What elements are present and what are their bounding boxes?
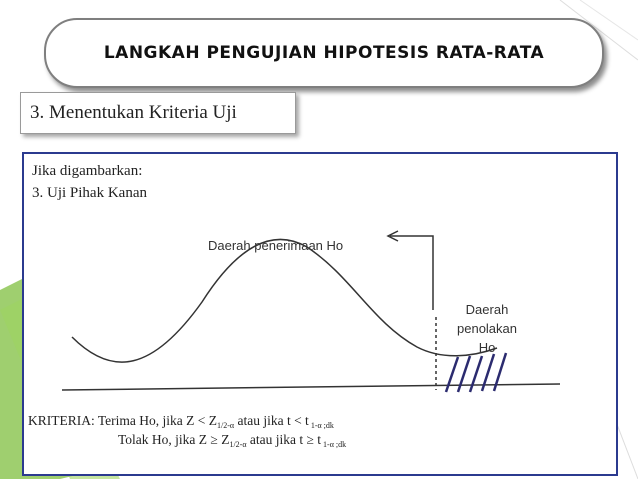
criteria-reject-sub-z: 1/2-α — [229, 440, 247, 449]
intro-line-2: 3. Uji Pihak Kanan — [32, 185, 147, 201]
rejection-region-hatch — [446, 353, 506, 392]
section-heading: 3. Menentukan Kriteria Uji — [30, 102, 237, 123]
criteria-accept-sub-z: 1/2-α — [217, 421, 235, 430]
criteria-reject-sub-t: 1-α ;dk — [321, 440, 347, 449]
page-title: LANGKAH PENGUJIAN HIPOTESIS RATA-RATA — [103, 43, 545, 63]
rejection-label-line-2: penolakan — [457, 321, 517, 336]
criteria-accept-prefix: KRITERIA: Terima Ho, jika Z < Z — [28, 413, 218, 428]
criteria-reject-prefix: Tolak Ho, jika Z ≥ Z — [118, 432, 230, 447]
criteria-accept-row — [28, 413, 334, 430]
criteria-accept-sub-t: 1-α ;dk — [308, 421, 334, 430]
criteria-reject-mid: atau jika t ≥ t — [246, 432, 322, 447]
x-axis-line — [62, 384, 560, 390]
criteria-accept-mid: atau jika t < t — [234, 413, 309, 428]
rejection-label-line-1: Daerah — [465, 302, 509, 317]
rejection-label-line-3: Ho — [478, 340, 496, 355]
elbow-arrow — [390, 236, 433, 310]
intro-line-1: Jika digambarkan: — [32, 163, 143, 179]
criteria-reject-row — [118, 432, 346, 449]
rejection-region-label — [446, 300, 528, 357]
acceptance-region-label: Daerah penerimaan Ho — [208, 238, 344, 253]
section-heading-box — [20, 92, 296, 134]
title-banner — [44, 18, 604, 88]
